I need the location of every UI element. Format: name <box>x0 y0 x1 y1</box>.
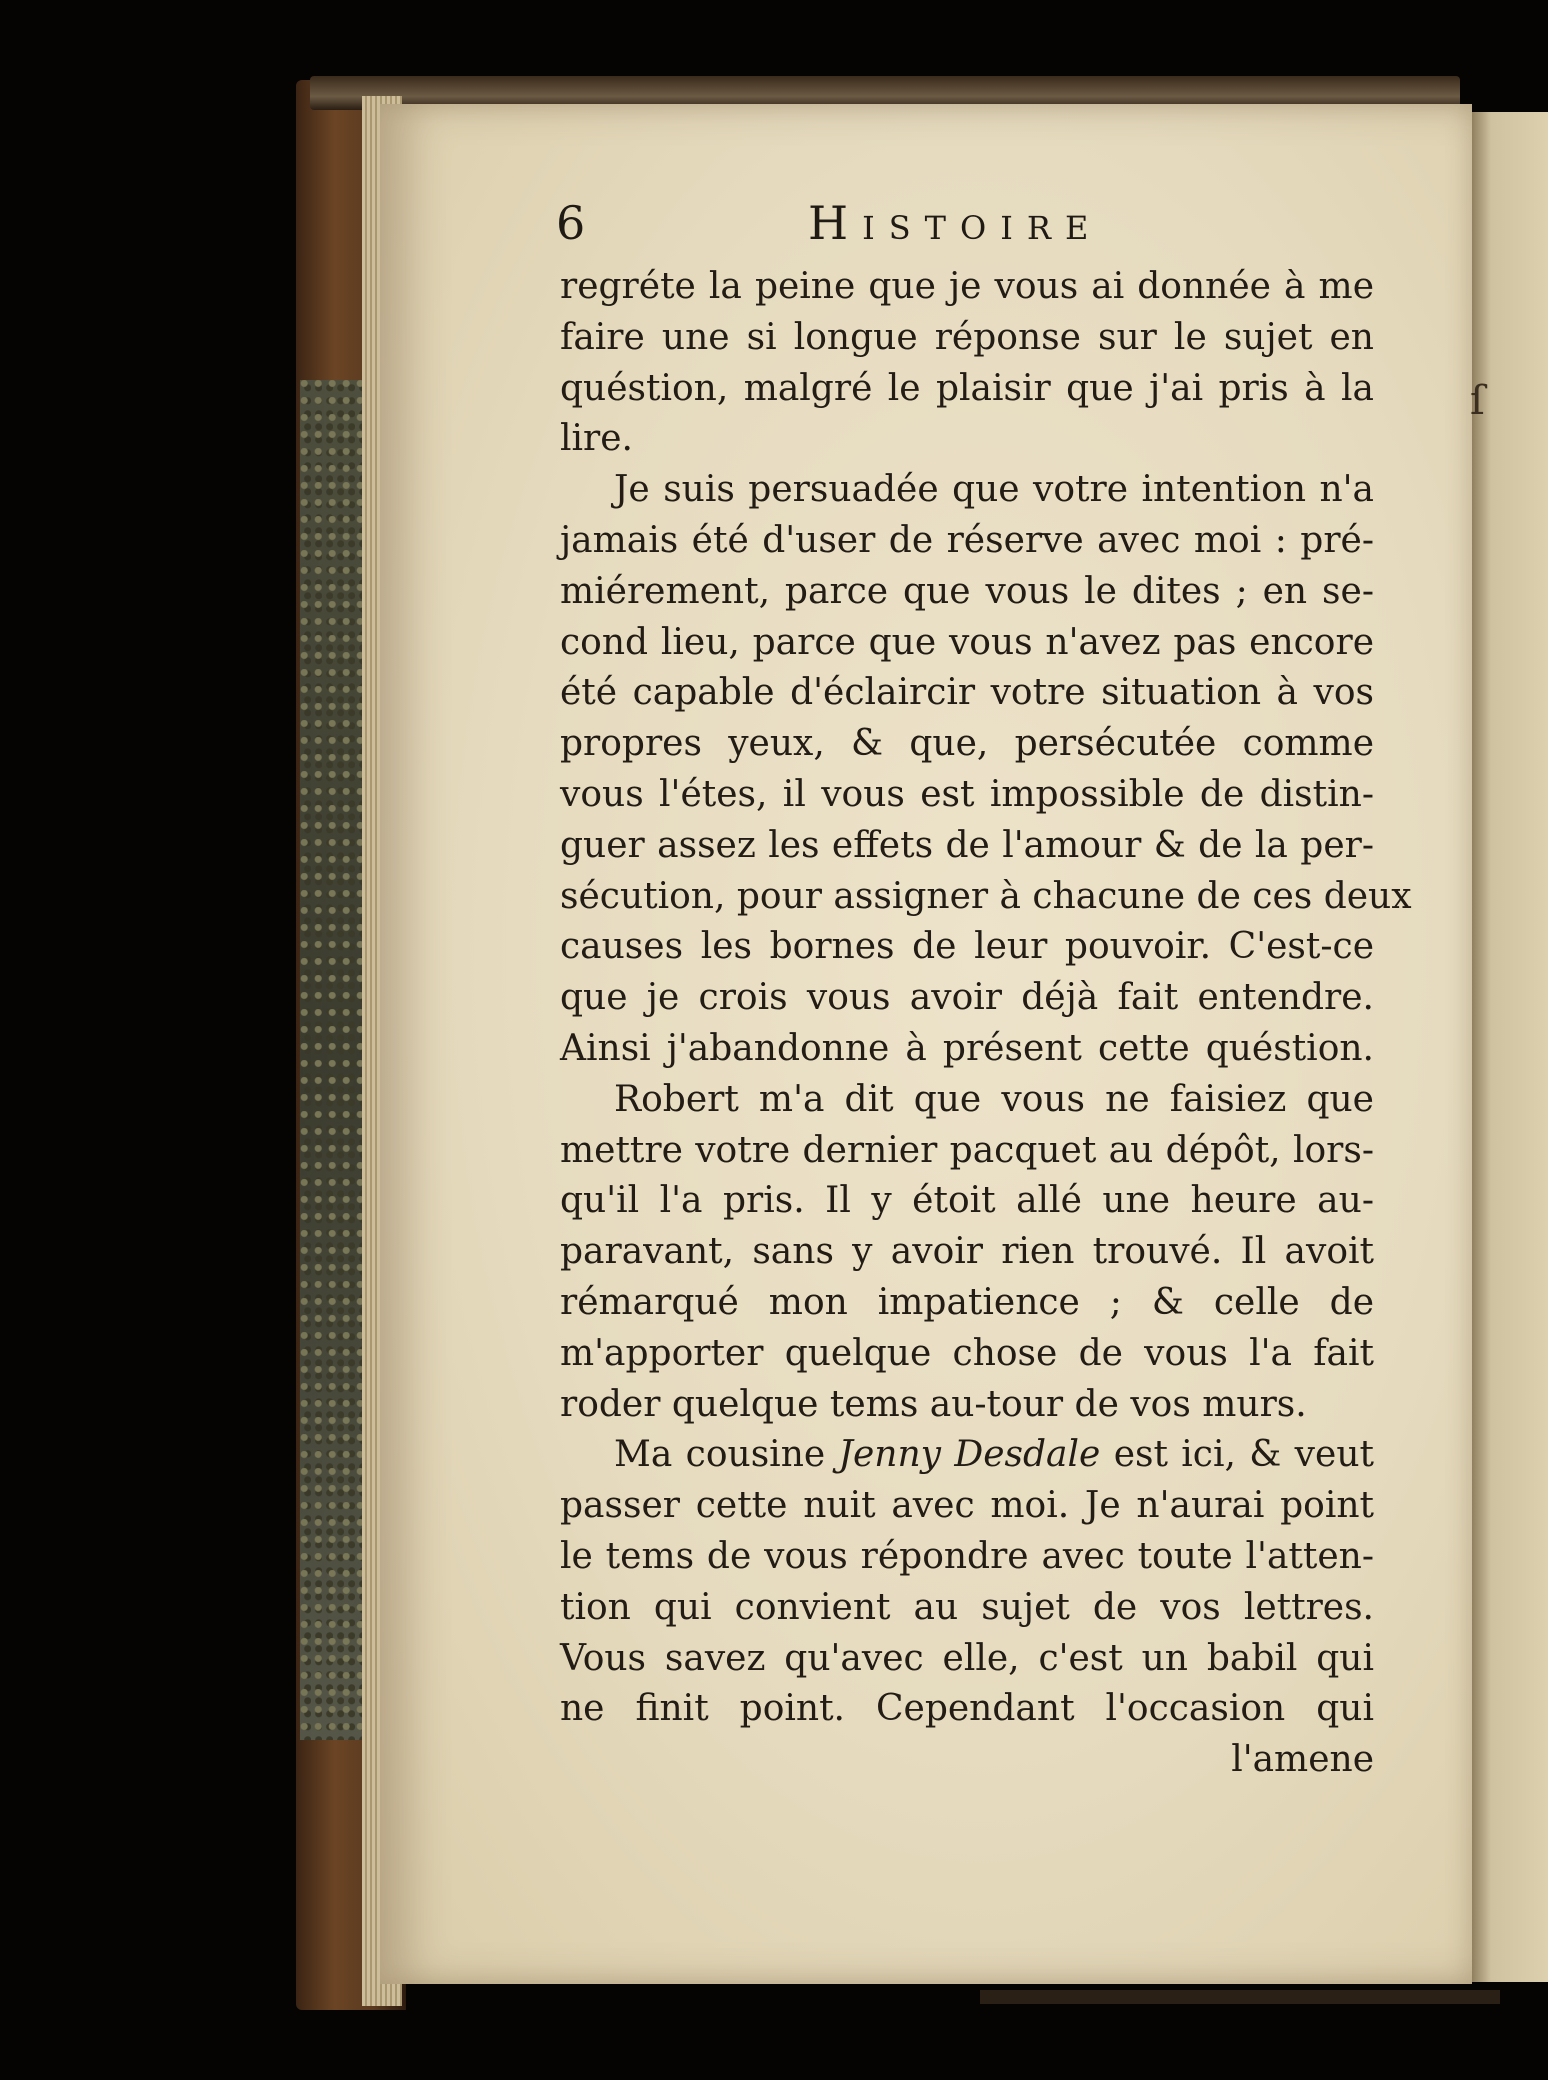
text-line: paravant, sans y avoir rien trouvé. Il avoit <box>560 1231 1374 1273</box>
text-line: qu'il l'a pris. Il y étoit allé une heure au- <box>560 1180 1374 1222</box>
text-line: propres yeux, & que, persécutée comme <box>560 723 1374 765</box>
text-line: faire une si longue réponse sur le sujet en <box>560 316 1374 358</box>
text-fragment: Ma cousine <box>614 1434 826 1476</box>
text-line: vous l'étes, il vous est impossible de distin- <box>560 773 1374 815</box>
facing-page-mark: ſ <box>1470 378 1485 424</box>
text-line: le tems de vous répondre avec toute l'atten- <box>560 1535 1374 1577</box>
text-line: passer cette nuit avec moi. Je n'aurai point <box>560 1485 1374 1527</box>
catchword: l'amene <box>1231 1739 1374 1781</box>
text-line: Vous savez qu'avec elle, c'est un babil qui <box>560 1637 1374 1679</box>
text-line: Je suis persuadée que votre intention n'a <box>614 469 1374 511</box>
text-line: mettre votre dernier pacquet au dépôt, lors- <box>560 1129 1374 1171</box>
person-name: Jenny Desdale <box>838 1434 1101 1476</box>
text-line: miérement, parce que vous le dites ; en se- <box>560 570 1374 612</box>
text-line: rémarqué mon impatience ; & celle de <box>560 1281 1374 1323</box>
text-line: ne finit point. Cependant l'occasion qui <box>560 1688 1374 1730</box>
text-line: Robert m'a dit que vous ne faisiez que <box>614 1078 1374 1120</box>
text-line <box>560 1430 1374 1481</box>
text-fragment: est ici, & veut <box>1113 1434 1374 1476</box>
text-line: sécution, pour assigner à chacune de ces deux <box>560 875 1412 917</box>
body-text <box>560 262 1412 1786</box>
page-number: 6 <box>556 196 586 250</box>
text-line: tion qui convient au sujet de vos lettres. <box>560 1586 1374 1628</box>
text-line: jamais été d'user de réserve avec moi : pré- <box>560 519 1374 561</box>
text-line: cond lieu, parce que vous n'avez pas encore <box>560 621 1374 663</box>
cover-bottom-edge <box>980 1990 1500 2004</box>
text-line: Ainsi j'abandonne à présent cette quéstion. <box>560 1027 1374 1069</box>
text-line: guer assez les effets de l'amour & de la per- <box>560 824 1374 866</box>
running-title: Histoire <box>808 196 1103 250</box>
text-line: roder quelque tems au-tour de vos murs. <box>560 1383 1307 1425</box>
text-line: quéstion, malgré le plaisir que j'ai pris à la <box>560 367 1374 409</box>
text-line: que je crois vous avoir déjà fait entendre. <box>560 977 1374 1019</box>
text-line: causes les bornes de leur pouvoir. C'est-ce <box>560 926 1374 968</box>
text-line: été capable d'éclaircir votre situation à vos <box>560 672 1374 714</box>
text-line: m'apporter quelque chose de vous l'a fait <box>560 1332 1374 1374</box>
text-line: regréte la peine que je vous ai donnée à me <box>560 266 1374 307</box>
text-line: lire. <box>560 418 633 460</box>
page-header <box>0 196 1548 256</box>
